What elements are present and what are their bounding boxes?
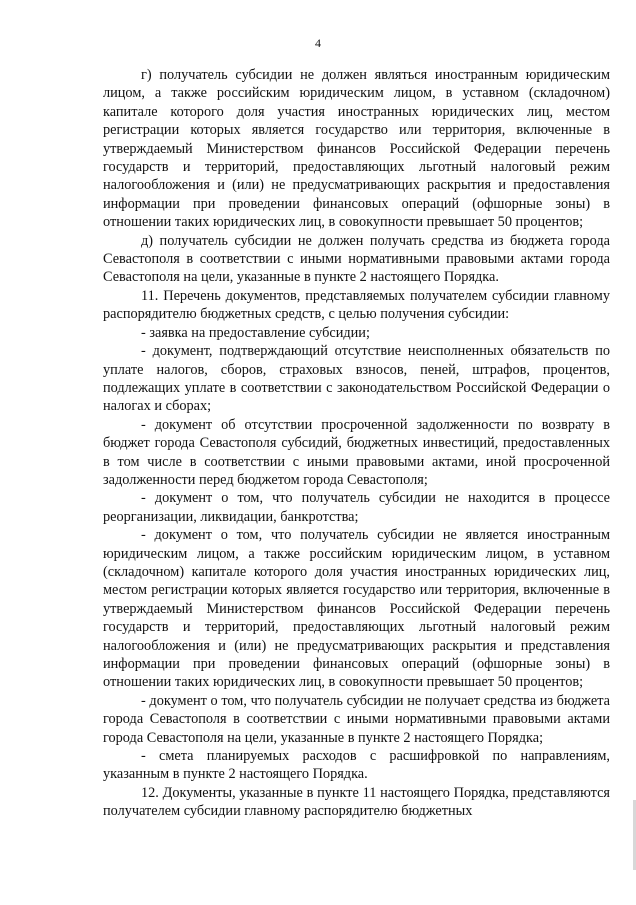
list-item-tax-document: - документ, подтверждающий отсутствие неисполненных обязательств по уплате налогов, сборов, страховых взносов, пеней, штрафов, процентов, подлежащих уплате в соответствии с законодательством Российской Федерации о налогах и сборах; [103, 343, 610, 415]
paragraph-item-g: г) получатель субсидии не должен являться иностранным юридическим лицом, а также российским юридическим лицом, в уставном (складочном) капитале которого доля участия иностранных юридических лиц, местом регистрации которых является государство или территория, включенные в утверждаемый Министерством финансов Российской Федерации перечень государств и территорий, предоставляющих льготный налоговый режим налогообложения и (или) не предусматривающих раскрытия и предоставления информации при проведении финансовых операций (офшорные зоны) в отношении таких юридических лиц, в совокупности превышает 50 процентов; [103, 67, 610, 231]
page-number: 4 [315, 36, 321, 50]
list-item-budget-funds-document: - документ о том, что получатель субсидии не получает средства из бюджета города Севастополя в соответствии с иными нормативными правовыми актами города Севастополя на цели, указанные в пункте 2 настоящего Порядка; [103, 692, 610, 746]
list-item-application: - заявка на предоставление субсидии; [141, 324, 370, 341]
paragraph-clause-11: 11. Перечень документов, представляемых получателем субсидии главному распорядителю бюджетных средств, с целью получения субсидии: [103, 287, 610, 323]
list-item-foreign-entity-document: - документ о том, что получатель субсидии не является иностранным юридическим лицом, а также российским юридическим лицом, в уставном (складочном) капитале которого доля участия иностранных юридических лиц, местом регистрации которых является государство или территория, включенные в утверждаемый Министерством финансов Российской Федерации перечень государств и территорий, предоставляющих льготный налоговый режим налогообложения и (или) не предусматривающих раскрытия и представления информации при проведении финансовых операций (офшорные зоны) в отношении таких юридических лиц, в совокупности превышает 50 процентов; [103, 527, 610, 691]
list-item-reorganization-document: - документ о том, что получатель субсидии не находится в процессе реорганизации, ликвидации, банкротства; [103, 490, 610, 525]
paragraph-item-d: д) получатель субсидии не должен получать средства из бюджета города Севастополя в соответствии с иными нормативными правовыми актами города Севастополя на цели, указанные в пункте 2 настоящего Порядка. [103, 232, 610, 286]
paragraph-clause-12: 12. Документы, указанные в пункте 11 настоящего Порядка, представляются получателем субсидии главному распорядителю бюджетных [103, 784, 610, 820]
list-item-expense-estimate: - смета планируемых расходов с расшифровкой по направлениям, указанным в пункте 2 настоящего Порядка. [103, 748, 610, 783]
document-body [103, 66, 610, 821]
list-item-debt-document: - документ об отсутствии просроченной задолженности по возврату в бюджет города Севастополя субсидий, бюджетных инвестиций, предоставленных в том числе в соответствии с иными правовыми актами, иной просроченной задолженности перед бюджетом города Севастополя; [103, 416, 610, 488]
